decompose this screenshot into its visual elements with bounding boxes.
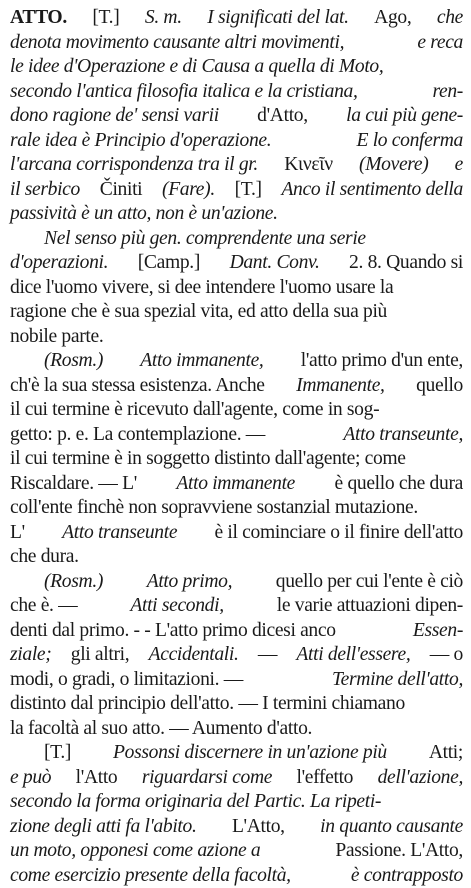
text-segment: l'effetto xyxy=(297,766,354,791)
italic-text: Immanente, xyxy=(296,374,384,399)
italic-text: Atti secondi, xyxy=(130,594,223,619)
italic-text: riguardarsi come xyxy=(142,766,272,791)
text-line xyxy=(10,251,463,276)
italic-text: Nel senso più gen. comprendente una serie xyxy=(44,227,366,252)
text-segment: d'Atto, xyxy=(257,104,308,129)
italic-text: Accidentali. xyxy=(149,643,239,668)
dictionary-entry-atto xyxy=(10,6,463,888)
headword: ATTO. xyxy=(10,6,67,31)
italic-text: Atto transeunte, xyxy=(343,423,463,448)
text-segment: Činiti xyxy=(100,178,143,203)
italic-text: ziale; xyxy=(10,643,51,668)
text-line xyxy=(10,570,463,595)
italic-text: Dant. Conv. xyxy=(230,251,320,276)
italic-text: E lo conferma xyxy=(357,129,463,154)
text-segment: Κινεῖν xyxy=(284,153,333,178)
text-line xyxy=(10,398,463,423)
text-line xyxy=(10,790,463,815)
text-segment: è quello che dura xyxy=(335,472,463,497)
text-line xyxy=(10,202,463,227)
text-line xyxy=(10,741,463,766)
text-segment: l'atto primo d'un ente, xyxy=(301,349,463,374)
italic-text: zione degli atti fa l'abito. xyxy=(10,815,197,840)
text-segment: Passione. L'Atto, xyxy=(335,839,463,864)
text-segment: L'Atto, xyxy=(232,815,285,840)
italic-text: Atto primo, xyxy=(147,570,232,595)
italic-text: d'operazioni. xyxy=(10,251,108,276)
text-line xyxy=(10,472,463,497)
text-segment: le varie attuazioni dipen- xyxy=(277,594,463,619)
text-line xyxy=(10,374,463,399)
italic-text: Atto immanente, xyxy=(140,349,263,374)
italic-text: S. m. xyxy=(145,6,182,31)
italic-text: denota movimento causante altri movimenti, xyxy=(10,31,344,56)
italic-text: e xyxy=(455,153,463,178)
text-line xyxy=(10,839,463,864)
text-segment: il cui termine è in soggetto distinto dall'agente; come xyxy=(10,447,406,472)
text-segment: quello xyxy=(416,374,463,399)
text-segment: gli altri, xyxy=(71,643,130,668)
text-segment: che è. — xyxy=(10,594,77,619)
italic-text: in quanto causante xyxy=(320,815,463,840)
text-segment: nobile parte. xyxy=(10,325,103,350)
text-line xyxy=(10,692,463,717)
italic-text: secondo l'antica filosofia italica e la cristiana, xyxy=(10,80,358,105)
italic-text: l'arcana corrispondenza tra il gr. xyxy=(10,153,258,178)
text-segment: dice l'uomo vivere, si dee intendere l'uomo usare la xyxy=(10,276,393,301)
text-segment: — xyxy=(258,643,277,668)
text-line xyxy=(10,447,463,472)
text-line xyxy=(10,227,463,252)
text-line xyxy=(10,766,463,791)
italic-text: (Rosm.) xyxy=(44,349,103,374)
italic-text: dono ragione de' sensi varii xyxy=(10,104,219,129)
text-segment: che dura. xyxy=(10,545,79,570)
italic-text: ren- xyxy=(432,80,463,105)
italic-text: Atto immanente xyxy=(176,472,295,497)
text-segment: il cui termine è ricevuto dall'agente, come in sog- xyxy=(10,398,379,423)
text-segment: getto: p. e. La contemplazione. — xyxy=(10,423,265,448)
italic-text: e reca xyxy=(417,31,463,56)
text-segment: Riscaldare. — L' xyxy=(10,472,137,497)
italic-text: Atti dell'essere, xyxy=(296,643,410,668)
italic-text: (Rosm.) xyxy=(44,570,103,595)
text-line xyxy=(10,153,463,178)
italic-text: passività è un atto, non è un'azione. xyxy=(10,202,278,227)
text-segment: modi, o gradi, o limitazioni. — xyxy=(10,668,243,693)
italic-text: il serbico xyxy=(10,178,80,203)
italic-text: I significati del lat. xyxy=(207,6,348,31)
text-line xyxy=(10,349,463,374)
text-line xyxy=(10,300,463,325)
italic-text: è contrapposto xyxy=(351,864,463,888)
text-line xyxy=(10,594,463,619)
italic-text: (Movere) xyxy=(359,153,428,178)
text-segment: — o xyxy=(430,643,463,668)
text-line xyxy=(10,55,463,80)
text-segment: L' xyxy=(10,521,25,546)
text-segment: distinto dal principio dell'atto. — I termini chiamano xyxy=(10,692,405,717)
text-segment: [T.] xyxy=(92,6,119,31)
text-segment: ch'è la sua stessa esistenza. Anche xyxy=(10,374,265,399)
italic-text: e può xyxy=(10,766,51,791)
text-line xyxy=(10,496,463,521)
italic-text: secondo la forma originaria del Partic. La ripeti- xyxy=(10,790,381,815)
text-segment: coll'ente finchè non sopravviene sostanzial mutazione. xyxy=(10,496,418,521)
text-segment: l'Atto xyxy=(76,766,118,791)
text-segment: è il cominciare o il finire dell'atto xyxy=(215,521,463,546)
text-line xyxy=(10,864,463,888)
italic-text: Possonsi discernere in un'azione più xyxy=(113,741,387,766)
italic-text: Atto transeunte xyxy=(62,521,177,546)
text-line xyxy=(10,668,463,693)
text-line xyxy=(10,521,463,546)
text-line xyxy=(10,104,463,129)
italic-text: dell'azione, xyxy=(378,766,463,791)
italic-text: Essen- xyxy=(413,619,463,644)
text-line xyxy=(10,129,463,154)
italic-text: Termine dell'atto, xyxy=(332,668,463,693)
italic-text: (Fare). xyxy=(162,178,215,203)
italic-text: che xyxy=(437,6,463,31)
text-line xyxy=(10,423,463,448)
text-line xyxy=(10,545,463,570)
text-line xyxy=(10,6,463,31)
text-line xyxy=(10,619,463,644)
text-segment: quello per cui l'ente è ciò xyxy=(276,570,463,595)
italic-text: la cui più gene- xyxy=(346,104,463,129)
text-segment: ragione che è sua spezial vita, ed atto della sua più xyxy=(10,300,387,325)
text-line xyxy=(10,80,463,105)
text-segment: Atti; xyxy=(429,741,463,766)
text-line xyxy=(10,31,463,56)
text-line xyxy=(10,276,463,301)
text-line xyxy=(10,178,463,203)
text-segment: Ago, xyxy=(374,6,411,31)
italic-text: un moto, opponesi come azione a xyxy=(10,839,260,864)
text-line xyxy=(10,325,463,350)
text-line xyxy=(10,815,463,840)
text-segment: denti dal primo. - - L'atto primo dicesi anco xyxy=(10,619,336,644)
italic-text: Anco il sentimento della xyxy=(281,178,463,203)
text-segment: la facoltà al suo atto. — Aumento d'atto. xyxy=(10,717,312,742)
text-segment: [T.] xyxy=(235,178,262,203)
text-segment: 2. 8. Quando si xyxy=(349,251,463,276)
italic-text: come esercizio presente della facoltà, xyxy=(10,864,291,888)
italic-text: rale idea è Principio d'operazione. xyxy=(10,129,271,154)
text-line xyxy=(10,717,463,742)
italic-text: le idee d'Operazione e di Causa a quella di Moto, xyxy=(10,55,383,80)
text-segment: [T.] xyxy=(44,741,71,766)
text-line xyxy=(10,643,463,668)
text-segment: [Camp.] xyxy=(138,251,200,276)
